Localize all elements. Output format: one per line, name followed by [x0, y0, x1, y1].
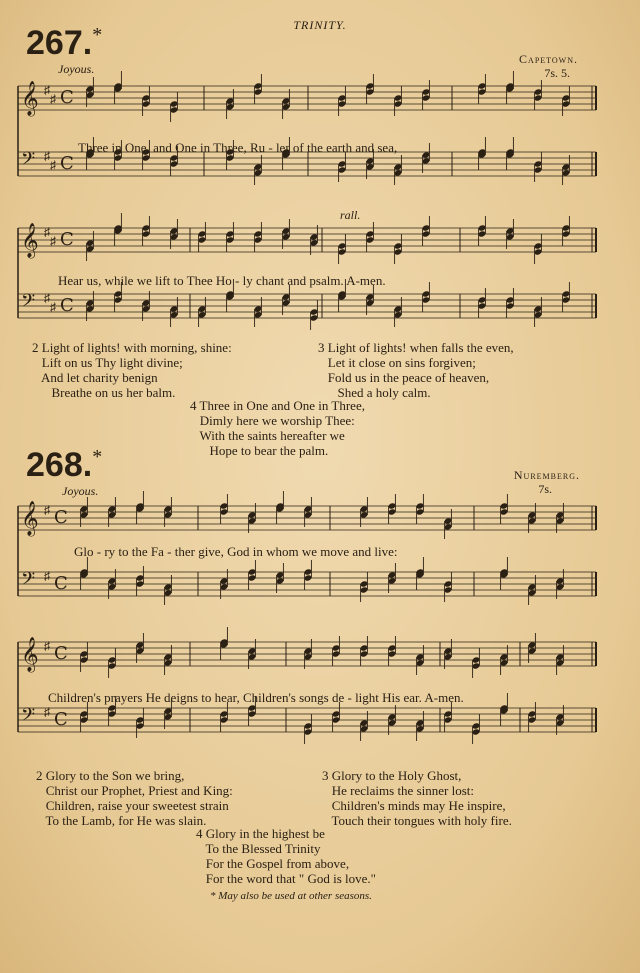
lyrics-line: Glo - ry to the Fa - ther give, God in whom we move and live: [74, 544, 398, 559]
music-system [0, 500, 640, 620]
verse: 3 Glory to the Holy Ghost, He reclaims the sinner lost: Children's minds may He inspire, Touch their tongues with holy fire. [322, 768, 512, 828]
tune-name: Capetown. [519, 52, 578, 66]
lyrics-line: Children's prayers He deigns to hear, Children's songs de - light His ear. A-men. [48, 690, 464, 705]
sharp-icon: ♯ [50, 158, 56, 172]
tune-name: Nuremberg. [513, 468, 580, 482]
footnote: * May also be used at other seasons. [210, 890, 372, 902]
hymn-star: * [92, 24, 103, 46]
sharp-icon: ♯ [44, 639, 50, 653]
bass-clef-icon: 𝄢 [21, 149, 36, 174]
sharp-icon: ♯ [44, 291, 50, 305]
bass-clef-icon: 𝄢 [21, 291, 36, 316]
tempo-marking: Joyous. [58, 62, 95, 76]
treble-clef-icon: 𝄞 [21, 223, 39, 258]
staff [18, 213, 596, 264]
sharp-icon: ♯ [44, 503, 50, 517]
hymn-number: 267. [26, 24, 93, 62]
time-signature: C [60, 295, 74, 316]
hymn-star: * [92, 446, 103, 468]
time-signature: C [54, 643, 68, 664]
page-header: TRINITY. [293, 18, 347, 32]
time-signature: C [60, 153, 74, 174]
sharp-icon: ♯ [50, 234, 56, 248]
verse: 2 Light of lights! with morning, shine: Lift on us Thy light divine; And let charity benign Breathe on us her balm. [32, 340, 232, 400]
bass-clef-icon: 𝄢 [21, 569, 36, 594]
treble-clef-icon: 𝄞 [21, 81, 39, 116]
time-signature: C [60, 87, 74, 108]
sharp-icon: ♯ [50, 92, 56, 106]
meter: 7s. [538, 482, 552, 496]
rall-marking: rall. [340, 208, 361, 222]
time-signature: C [54, 573, 68, 594]
lyrics-line: Hear us, while we lift to Thee Ho - ly chant and psalm. A-men. [58, 273, 386, 288]
time-signature: C [60, 229, 74, 250]
bass-clef-icon: 𝄢 [21, 705, 36, 730]
sharp-icon: ♯ [44, 569, 50, 583]
hymn-number: 268. [26, 446, 93, 484]
treble-clef-icon: 𝄞 [21, 637, 39, 672]
time-signature: C [54, 709, 68, 730]
hymn-number-268 [26, 446, 102, 485]
sharp-icon: ♯ [44, 149, 50, 163]
meter: 7s. 5. [544, 66, 570, 80]
verse: 4 Glory in the highest be To the Blessed Trinity For the Gospel from above, For the word that " God is love." [196, 826, 376, 886]
sharp-icon: ♯ [44, 225, 50, 239]
sharp-icon: ♯ [50, 300, 56, 314]
tempo-marking: Joyous. [62, 484, 99, 498]
lyrics-line: Three in One, and One in Three, Ru - ler of the earth and sea, [78, 140, 398, 155]
staff [18, 557, 596, 605]
time-signature: C [54, 507, 68, 528]
verse: 3 Light of lights! when falls the even, Let it close on sins forgiven; Fold us in the peace of heaven, Shed a holy calm. [318, 340, 514, 400]
sharp-icon: ♯ [44, 705, 50, 719]
hymn-number-267 [26, 24, 102, 63]
sharp-icon: ♯ [44, 83, 50, 97]
verse: 2 Glory to the Son we bring, Christ our Prophet, Priest and King: Children, raise your sweetest strain To the Lamb, for He was slain. [36, 768, 233, 828]
staff [18, 491, 596, 539]
treble-clef-icon: 𝄞 [21, 501, 39, 536]
verse: 4 Three in One and One in Three, Dimly here we worship Thee: With the saints hereafter we Hope to bear the palm. [190, 398, 365, 458]
staff [18, 627, 596, 678]
